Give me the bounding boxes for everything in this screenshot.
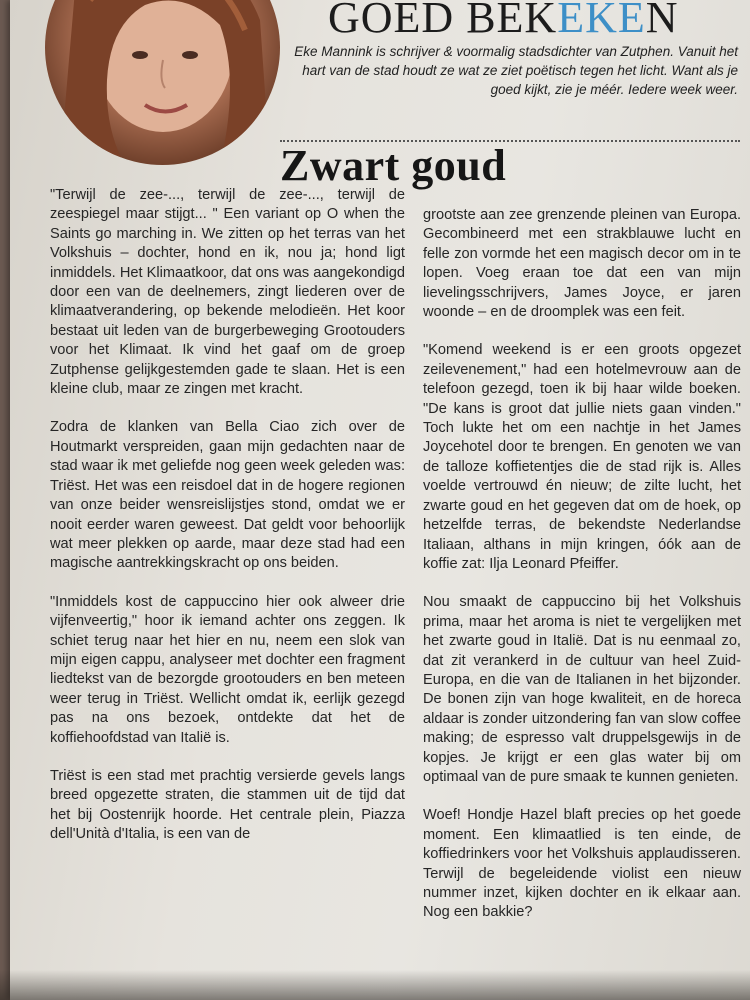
author-byline: Eke Mannink is schrijver & voormalig stadsdichter van Zutphen. Vanuit het hart van de stad houdt ze wat ze ziet poëtisch tegen het licht. Want als je goed kijkt, zie je méér. Iedere week weer. <box>294 44 738 97</box>
author-portrait-drawing <box>45 0 280 165</box>
paragraph: "Komend weekend is er een groots opgezet zeilevenement," had een hotelmevrouw aan de telefoon gezegd, toen ik bij haar wilde boeken. "De kans is groot dat jullie niets gaan vinden." Toch lukte het om een nachtje in het James Joycehotel door te brengen. En genoten we van de talloze koffietentjes die de stad rijk is. Alles voelde vertrouwd én nieuw; de zilte lucht, het zwarte goud en het gegeven dat om de hoek, op hetzelfde terras, de bekendste Nederlandse Italiaan, althans in mijn kringen, óók aan de koffie zat: Ilja Leonard Pfeiffer. <box>423 342 741 572</box>
newspaper-page <box>10 0 750 1000</box>
paragraph: Woef! Hondje Hazel blaft precies op het goede moment. Een klimaatlied is ten einde, de koffiedrinkers voor het Volkshuis applaudisseren. Terwijl de begeleidende violist een nieuw nummer inzet, kijken dochter en ik elkaar aan. Nog een bakkie? <box>423 807 741 921</box>
paragraph: Nou smaakt de cappuccino bij het Volkshuis prima, maar het aroma is niet te vergelijken met het zwarte goud in Italië. Dat is nu eenmaal zo, dat zit verankerd in de cultuur van heel Zuid-Europa, en die van de Italianen in het bijzonder. De bonen zijn van hoge kwaliteit, en de horeca aldaar is zonder uitzondering fan van slow coffee making; de espresso valt druppelsgewijs in de kopjes. Je krijgt er een glas water bij om optimaal van de pure smaak te kunnen genieten. <box>423 594 741 785</box>
paragraph: Triëst is een stad met prachtig versierde gevels langs breed opgezette straten, die stammen uit de tijd dat het bij Oostenrijk hoorde. Het centrale plein, Piazza dell'Unità d'Italia, is een van de <box>50 767 405 843</box>
masthead-part1: GOED BEK <box>328 0 558 42</box>
page-shadow <box>0 970 750 1000</box>
author-portrait <box>45 0 280 165</box>
article-column-right <box>423 206 741 923</box>
article-column-left <box>50 186 405 845</box>
masthead-part2: N <box>645 0 679 42</box>
paragraph: Zodra de klanken van Bella Ciao zich over de Houtmarkt verspreiden, gaan mijn gedachten naar de stad waar ik met geliefde nog geen week geleden was: Triëst. Het was een reisdoel dat in de hogere regionen van onze beider wensreislijstjes stond, omdat we er nooit eerder waren geweest. Dat geldt voor behoorlijk wat meer plekken op aarde, maar deze stad had een magische aantrekkingskracht op ons beiden. <box>50 419 405 572</box>
paragraph: "Terwijl de zee-..., terwijl de zee-..., terwijl de zeespiegel maar stijgt... " Een variant op O when the Saints go marching in. We zitten op het terras van het Volkshuis – dochter, hond en ik, nou ja; hond ligt inmiddels. Het Klimaatkoor, dat ons was aangekondigd door een van de deelnemers, zingt liederen over de klimaatverandering, op bekende melodieën. Het koor bestaat uit leden van de burgerbeweging Grootouders voor het Klimaat. Ik vind het gaaf om de groep Zutphense gelijkgestemden gade te slaan. Het is een kleine club, maar ze zingen met kracht. <box>50 187 405 398</box>
masthead-highlight: EKE <box>557 0 646 42</box>
paragraph: grootste aan zee grenzende pleinen van Europa. Gecombineerd met een strakblauwe lucht en felle zon vormde het een magisch decor om in te lopen. Voeg eraan toe dat een van mijn lievelingsschrijvers, James Joyce, er jaren woonde – en de droomplek was een feit. <box>423 207 741 321</box>
column-masthead <box>328 0 679 43</box>
paragraph: "Inmiddels kost de cappuccino hier ook alweer drie vijfenveertig," hoor ik iemand achter ons zeggen. Ik schiet terug naar het hier en nu, neem een slok van mijn eigen cappu, analyseer met dochter een fragment liedtekst van de bezorgde grootouders en ben meteen weer terug in Triëst. Wellicht omdat ik, eerlijk gezegd pas na ons bezoek, ontdekte dat het de koffiehoofdstad van Italië is. <box>50 593 405 746</box>
article-headline: Zwart goud <box>280 141 507 190</box>
